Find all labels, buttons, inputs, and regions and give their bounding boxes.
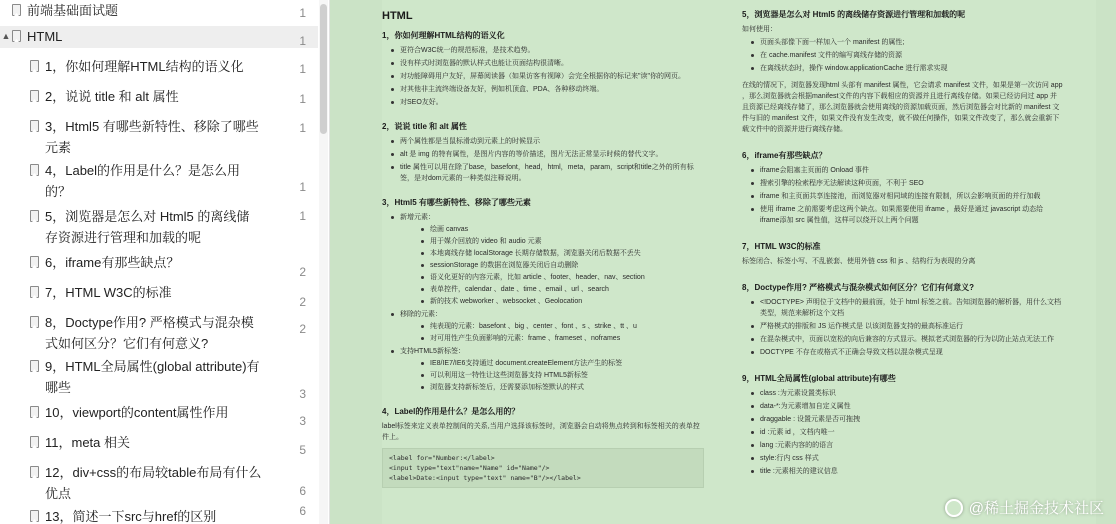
juejin-logo-icon [945, 499, 963, 517]
right-column [742, 8, 1064, 479]
section-heading-3: 3，Html5 有哪些新特性、移除了哪些元素 [382, 198, 531, 207]
paragraph: 在线的情况下，浏览器发现html 头部有 manifest 属性，它会请求 manifest 文件，如果是第一次访问 app ，那么浏览器就会根据manifest文件的内容下载相应的资源并且进行离线存储。如果已经访问过 app 并且资源已经离线存储了，那么浏览器就会使用离线的资源加载页面，然后浏览器会对比新的 manifest 文件与旧的 manifest 文件，如果文件没有发生改变，就不做任何操作，如果文件改变了，那么就会重新下载文件中的资源并进行离线存储。 [742, 82, 1063, 133]
page-number: 1 [299, 62, 306, 76]
list-item: 对功能障碍用户友好，屏幕阅读器（如果访客有视障）会完全根据你的标记来"读"你的网页。 [382, 71, 704, 82]
bullet-list [742, 388, 1064, 477]
bullet-list [742, 297, 1064, 358]
left-column [382, 8, 704, 493]
bookmark-icon [30, 210, 39, 222]
list-item: 绘画 canvas [400, 224, 704, 235]
watermark-text: @稀土掘金技术社区 [968, 500, 1104, 517]
list-item: 本地离线存储 localStorage 长期存储数据，浏览器关闭后数据不丢失 [400, 248, 704, 259]
list-item: iframe会阻塞主页面的 Onload 事件 [742, 165, 1064, 176]
bullet-list [382, 212, 704, 393]
outline-item-q13[interactable]: 13，简述一下src与href的区别 [0, 506, 318, 524]
section-heading-1: 1，你如何理解HTML结构的语义化 [382, 31, 505, 40]
bookmark-icon [30, 406, 39, 418]
outline-item-q8[interactable]: 8，Doctype作用? 严格模式与混杂模式如何区分？它们有何意义? [0, 312, 262, 354]
sub-bullet-list [400, 358, 704, 393]
bullet-list [382, 136, 704, 184]
outline-item-q9[interactable]: 9，HTML全局属性(global attribute)有哪些 [0, 356, 262, 398]
list-item: 对可用性产生负面影响的元素：frame 、frameset 、noframes [400, 333, 704, 344]
list-item: 纯表现的元素：basefont 、big 、center 、font 、s 、strike 、tt 、u [400, 321, 704, 332]
list-item: 严格模式的排版和 JS 运作模式是 以该浏览器支持的最高标准运行 [742, 321, 1064, 332]
outline-item-q7[interactable]: 7，HTML W3C的标准 [0, 282, 318, 303]
section-heading-5: 5，浏览器是怎么对 Html5 的离线储存资源进行管理和加载的呢 [742, 10, 966, 19]
sublist-label: 支持HTML5新标签： [400, 348, 465, 355]
list-item: lang :元素内容的的语言 [742, 440, 1064, 451]
section-heading-7: 7，HTML W3C的标准 [742, 242, 821, 251]
list-item: 在混杂模式中，页面以宽松的向后兼容的方式显示。模拟老式浏览器的行为以防止站点无法工作 [742, 334, 1064, 345]
outline-scrollbar[interactable] [319, 0, 328, 524]
bookmark-icon [30, 120, 39, 132]
paragraph: 标签闭合、标签小写、不乱嵌套、使用外链 css 和 js 、结构行为表现的分离 [742, 258, 976, 265]
page-number: 6 [299, 484, 306, 498]
list-item: sessionStorage 的数据在浏览器关闭后自动删除 [400, 260, 704, 271]
scrollbar-thumb[interactable] [320, 4, 327, 134]
sublist-label: 新增元素： [400, 214, 435, 221]
paragraph: 如何使用： [742, 26, 777, 33]
outline-item-html[interactable]: ▲ HTML [0, 26, 318, 48]
list-item: 两个属性都是当鼠标滑动到元素上的时候显示 [382, 136, 704, 147]
bookmark-icon [30, 90, 39, 102]
list-item: 浏览器支持新标签后，还需要添加标签默认的样式 [400, 382, 704, 393]
page-number: 1 [299, 209, 306, 223]
list-item: 新的技术 webworker 、websocket 、Geolocation [400, 296, 704, 307]
sub-bullet-list [400, 321, 704, 344]
list-item: 语义化更好的内容元素，比如 article 、footer、header、nav、section [400, 272, 704, 283]
page-number: 1 [299, 121, 306, 135]
list-item: iframe 和主页面共享连接池，而浏览器对相同域的连接有限制，所以会影响页面的并行加载 [742, 191, 1064, 202]
page-number: 1 [299, 92, 306, 106]
bookmark-icon [12, 4, 21, 16]
watermark [945, 497, 1104, 518]
list-item: 可以利用这一特性让这些浏览器支持 HTML5新标签 [400, 370, 704, 381]
outline-item-q1[interactable]: 1，你如何理解HTML结构的语义化 [0, 56, 318, 77]
section-heading-9: 9，HTML全局属性(global attribute)有哪些 [742, 374, 896, 383]
outline-item-q11[interactable]: 11，meta 相关 [0, 432, 318, 453]
bullet-list [742, 37, 1064, 74]
page-number: 2 [299, 322, 306, 336]
outline-item-q6[interactable]: 6，iframe有那些缺点？ [0, 252, 318, 273]
bullet-list [382, 45, 704, 108]
list-item: class :为元素设置类标识 [742, 388, 1064, 399]
list-item: title 属性可以用在除了base，basefont，head，html，meta，param，script和title之外的所有标签，是对dom元素的一种类似注释说明。 [382, 162, 704, 184]
collapse-toggle[interactable]: ▲ [1, 31, 11, 41]
bookmark-icon [30, 60, 39, 72]
list-item [382, 309, 704, 344]
section-heading-4: 4，Label的作用是什么？是怎么用的？ [382, 407, 520, 416]
list-item: 在 cache.manifest 文件的编写离线存储的资源 [742, 50, 1064, 61]
page-number: 1 [299, 6, 306, 20]
document-view[interactable] [330, 0, 1116, 524]
sublist-label: 移除的元素： [400, 311, 442, 318]
list-item: draggable : 设置元素是否可拖拽 [742, 414, 1064, 425]
bookmark-icon [30, 164, 39, 176]
bullet-list [742, 165, 1064, 226]
list-item: 表单控件，calendar 、date 、time 、email 、url 、search [400, 284, 704, 295]
outline-panel [0, 0, 330, 524]
bookmark-icon [30, 436, 39, 448]
outline-item-q4[interactable]: 4，Label的作用是什么？是怎么用的？ [0, 160, 262, 202]
list-item: IE8/IE7/IE6支持通过 document.createElement方法产生的标签 [400, 358, 704, 369]
page-number: 2 [299, 265, 306, 279]
list-item: 页面头部像下面一样加入一个 manifest 的属性; [742, 37, 1064, 48]
outline-item-q10[interactable]: 10，viewport的content属性作用 [0, 402, 318, 423]
outline-item-q5[interactable]: 5，浏览器是怎么对 Html5 的离线储存资源进行管理和加载的呢 [0, 206, 262, 248]
list-item: 对SEO友好。 [382, 97, 704, 108]
list-item: 搜索引擎的检索程序无法解读这种页面，不利于 SEO [742, 178, 1064, 189]
list-item [382, 212, 704, 307]
page-number: 3 [299, 414, 306, 428]
page-number: 6 [299, 504, 306, 518]
code-block: <label for="Number:</label> <input type="text"name="Name" id="Name"/> <label>Date:<input type="text" name="B"/></label> [382, 448, 704, 488]
bookmark-icon [30, 466, 39, 478]
list-item: <!DOCTYPE> 声明位于文档中的最前面，处于 html 标签之前。告知浏览器的解析器，用什么文档类型，规范来解析这个文档 [742, 297, 1064, 319]
outline-item-q3[interactable]: 3，Html5 有哪些新特性、移除了哪些元素 [0, 116, 262, 158]
bookmark-icon [30, 256, 39, 268]
list-item [382, 346, 704, 393]
page-number: 1 [299, 34, 306, 48]
bookmark-icon [30, 360, 39, 372]
list-item: 对其他非主流终端设备友好，例如机顶盒、PDA、各种移动终端。 [382, 84, 704, 95]
page-number: 3 [299, 387, 306, 401]
list-item: 用于媒介回放的 video 和 audio 元素 [400, 236, 704, 247]
list-item: alt 是 img 的特有属性，是图片内容的等价描述，图片无法正常显示时候的替代文字。 [382, 149, 704, 160]
list-item: 使用 iframe 之前需要考虑这两个缺点。如果需要使用 iframe ，最好是通过 javascript 动态给 iframe添加 src 属性值，这样可以绕开以上两个问题 [742, 204, 1064, 226]
list-item: title :元素相关的建议信息 [742, 466, 1064, 477]
bookmark-icon [30, 510, 39, 522]
outline-item-root[interactable]: 前端基础面试题 [0, 0, 318, 21]
bookmark-icon [30, 286, 39, 298]
list-item: 没有样式时浏览器的默认样式也能让页面结构很清晰。 [382, 58, 704, 69]
page-number: 5 [299, 443, 306, 457]
section-heading-2: 2，说说 title 和 alt 属性 [382, 122, 467, 131]
list-item: style:行内 css 样式 [742, 453, 1064, 464]
outline-item-q2[interactable]: 2，说说 title 和 alt 属性 [0, 86, 318, 107]
section-heading-8: 8，Doctype作用? 严格模式与混杂模式如何区分？它们有何意义? [742, 283, 975, 292]
outline-item-q12[interactable]: 12，div+css的布局较table布局有什么优点 [0, 462, 262, 504]
list-item: 更符合W3C统一的规范标准，是技术趋势。 [382, 45, 704, 56]
page-number: 2 [299, 295, 306, 309]
page-number: 1 [299, 180, 306, 194]
list-item: DOCTYPE 不存在或格式不正确会导致文档以混杂模式呈现 [742, 347, 1064, 358]
bookmark-icon [12, 30, 21, 42]
paragraph: label标签来定义表单控制间的关系,当用户选择该标签时，浏览器会自动将焦点转到和标签相关的表单控件上。 [382, 423, 700, 441]
page-title: HTML [382, 10, 413, 22]
sub-bullet-list [400, 224, 704, 307]
list-item: 在离线状态时，操作 window.applicationCache 进行需求实现 [742, 63, 1064, 74]
list-item: data-*:为元素增加自定义属性 [742, 401, 1064, 412]
section-heading-6: 6，iframe有那些缺点？ [742, 151, 827, 160]
bookmark-icon [30, 316, 39, 328]
list-item: id :元素 id ，文档内唯一 [742, 427, 1064, 438]
document-page [382, 0, 1096, 524]
